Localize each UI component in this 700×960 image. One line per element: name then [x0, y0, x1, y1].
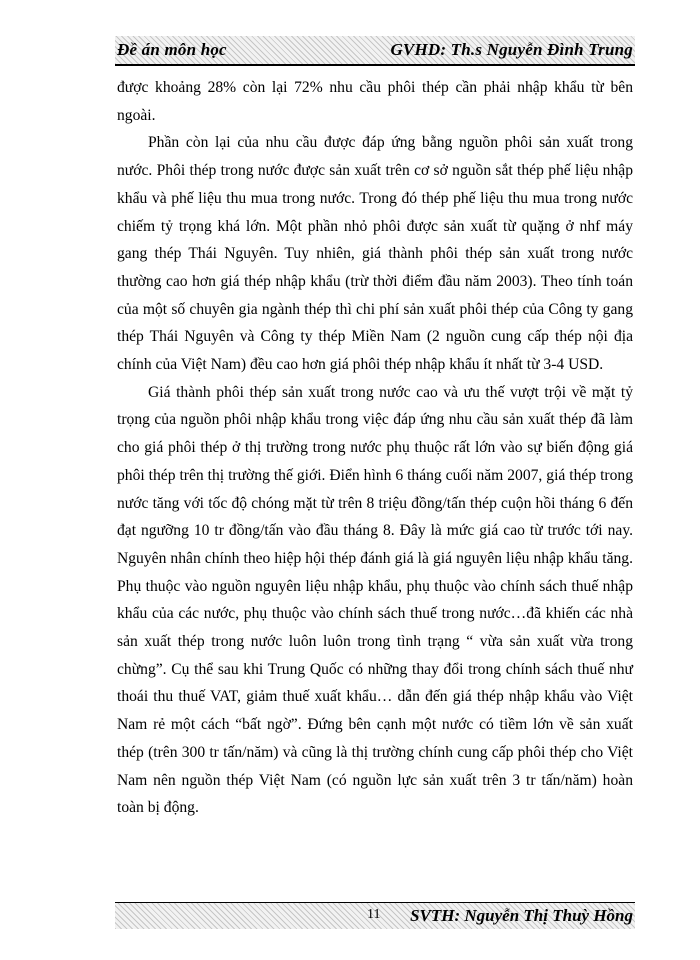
page-footer — [115, 902, 635, 929]
paragraph-price-dependence: Giá thành phôi thép sản xuất trong nước cao và ưu thế vượt trội về mặt tỷ trọng của nguồn phôi nhập khẩu trong việc đáp ứng nhu cầu sản xuất thép đã làm cho giá phôi thép ở thị trường trong nước phụ thuộc rất lớn vào sự biến động giá phôi thép trên thị trường thế giới. Điển hình 6 tháng cuối năm 2007, giá thép trong nước tăng với tốc độ chóng mặt từ trên 8 triệu đồng/tấn thép cuộn hồi tháng 6 đến đạt ngưỡng 10 tr đồng/tấn vào đầu tháng 8. Đây là mức giá cao từ trước tới nay. Nguyên nhân chính theo hiệp hội thép đánh giá là giá nguyên liệu nhập khẩu tăng. Phụ thuộc vào nguồn nguyên liệu nhập khẩu, phụ thuộc vào chính sách thuế nhập khẩu của các nước, phụ thuộc vào chính sách thuế trong nước…đã khiến các nhà sản xuất thép trong nước luôn luôn trong tình trạng “ vừa sản xuất vừa trong chừng”. Cụ thể sau khi Trung Quốc có những thay đổi trong chính sách thuế như thoái thu thuế VAT, giảm thuế xuất khẩu… dẫn đến giá thép nhập khẩu vào Việt Nam rẻ một cách “bất ngờ”. Đứng bên cạnh một nước có tiềm lớn về sản xuất thép (trên 300 tr tấn/năm) và cũng là thị trường chính cung cấp phôi thép cho Việt Nam nên nguồn thép Việt Nam (có nguồn lực sản xuất trên 3 tr tấn/năm) hoàn toàn bị động. — [117, 383, 633, 817]
page-number: 11 — [367, 907, 381, 922]
paragraph-domestic-supply: Phần còn lại của nhu cầu được đáp ứng bằng nguồn phôi sản xuất trong nước. Phôi thép trong nước được sản xuất trên cơ sở nguồn sắt thép phế liệu nhập khẩu và phế liệu thu mua trong nước. Trong đó thép phế liệu thu mua trong nước chiếm tỷ trọng khá lớn. Một phần nhỏ phôi được sản xuất từ quặng ở nhf máy gang thép Thái Nguyên. Tuy nhiên, giá thành phôi thép sản xuất trong nước thường cao hơn giá thép nhập khẩu (trừ thời điểm đầu năm 2003). Theo tính toán của một số chuyên gia ngành thép thì chi phí sản xuất phôi thép của Công ty gang thép Thái Nguyên và Công ty thép Miền Nam (2 nguồn cung cấp thép nội địa chính của Việt Nam) đều cao hơn giá phôi thép nhập khẩu ít nhất từ 3-4 USD. — [117, 134, 633, 374]
footer-author: SVTH: Nguyễn Thị Thuỳ Hồng — [410, 906, 633, 925]
document-body — [117, 74, 633, 822]
page-header — [115, 36, 635, 66]
header-course-title: Đề án môn học — [117, 40, 227, 59]
paragraph-continuation: được khoảng 28% còn lại 72% nhu cầu phôi thép cần phải nhập khẩu từ bên ngoài. — [117, 79, 633, 124]
header-supervisor: GVHD: Th.s Nguyễn Đình Trung — [390, 40, 633, 59]
